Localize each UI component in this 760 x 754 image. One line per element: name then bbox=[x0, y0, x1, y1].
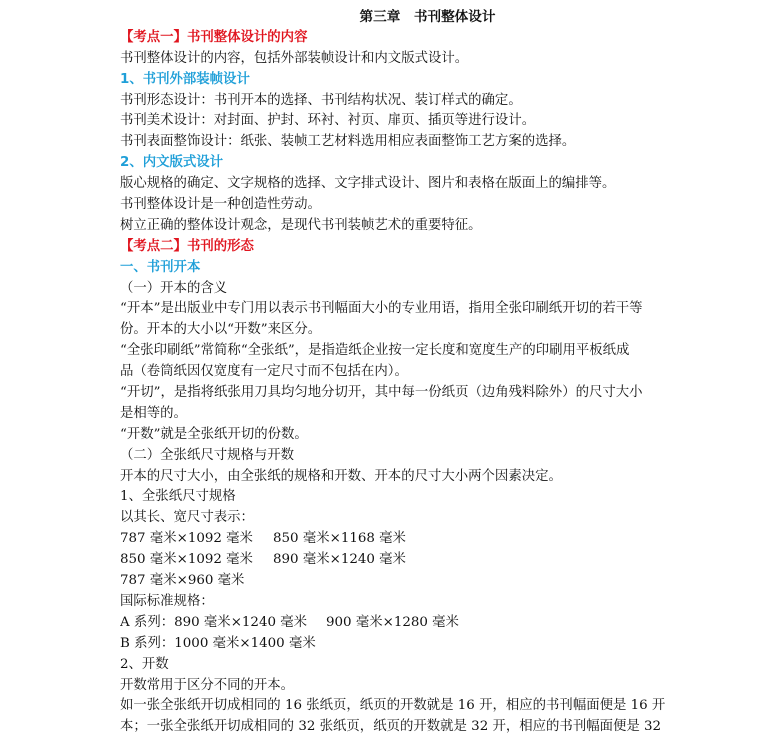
body-text-line: 品（卷筒纸因仅宽度有一定尺寸而不包括在内）。 bbox=[120, 364, 408, 380]
page-title: 第三章 书刊整体设计 bbox=[359, 9, 496, 25]
body-text-line: 书刊形态设计：书刊开本的选择、书刊结构状况、装订样式的确定。 bbox=[120, 92, 522, 108]
body-text-line: 版心规格的确定、文字规格的选择、文字排式设计、图片和表格在版面上的编排等。 bbox=[120, 176, 616, 192]
body-text-line: 书刊美术设计：对封面、护封、环衬、衬页、扉页、插页等进行设计。 bbox=[120, 113, 536, 129]
size-pair-line bbox=[120, 529, 690, 550]
size-value: 850 毫米×1168 毫米 bbox=[273, 531, 406, 547]
size-value: 890 毫米×1240 毫米 bbox=[273, 552, 406, 568]
body-text-line: “开切”，是指将纸张用刀具均匀地分切开，其中每一份纸页（边角残料除外）的尺寸大小 bbox=[120, 385, 643, 401]
body-text-line: 如一张全张纸开切成相同的 16 张纸页，纸页的开数就是 16 开，相应的书刊幅面便是 16 开 bbox=[120, 698, 666, 714]
body-text-line: 787 毫米×960 毫米 bbox=[120, 573, 245, 589]
body-text-line: 书刊表面整饰设计：纸张、装帧工艺材料选用相应表面整饰工艺方案的选择。 bbox=[120, 134, 576, 150]
size-value: 787 毫米×1092 毫米 bbox=[120, 531, 253, 547]
section-heading: 2、内文版式设计 bbox=[120, 155, 224, 171]
body-text-line: “开本”是出版业中专门用以表示书刊幅面大小的专业用语，指用全张印刷纸开切的若干等 bbox=[120, 301, 643, 317]
body-text-line: 以其长、宽尺寸表示： bbox=[120, 510, 254, 526]
exam-point-heading: 【考点一】书刊整体设计的内容 bbox=[120, 29, 308, 45]
body-text-line: 书刊整体设计是一种创造性劳动。 bbox=[120, 197, 321, 213]
size-value: 900 毫米×1280 毫米 bbox=[326, 614, 459, 630]
body-text-line: （二）全张纸尺寸规格与开数 bbox=[120, 447, 295, 463]
body-text-line: 2、开数 bbox=[120, 656, 169, 672]
size-pair-line bbox=[120, 613, 690, 634]
body-text-line: 本；一张全张纸开切成相同的 32 张纸页，纸页的开数就是 32 开，相应的书刊幅面便是 32 bbox=[120, 719, 662, 735]
body-text-line: 树立正确的整体设计观念，是现代书刊装帧艺术的重要特征。 bbox=[120, 217, 482, 233]
body-text-line: 1、全张纸尺寸规格 bbox=[120, 489, 236, 505]
body-text-line: B 系列：1000 毫米×1400 毫米 bbox=[120, 635, 316, 651]
body-text-line: “开数”就是全张纸开切的份数。 bbox=[120, 426, 308, 442]
size-pair-line bbox=[120, 550, 690, 571]
body-text-line: 份。开本的大小以“开数”来区分。 bbox=[120, 322, 322, 338]
body-text-line: 开本的尺寸大小，由全张纸的规格和开数、开本的尺寸大小两个因素决定。 bbox=[120, 468, 562, 484]
body-text-line: 书刊整体设计的内容，包括外部装帧设计和内文版式设计。 bbox=[120, 50, 469, 66]
body-text-line: 是相等的。 bbox=[120, 405, 187, 421]
section-heading: 1、书刊外部装帧设计 bbox=[120, 71, 250, 87]
body-text-line: （一）开本的含义 bbox=[120, 280, 228, 296]
body-text-line: 国际标准规格： bbox=[120, 593, 214, 609]
exam-point-heading: 【考点二】书刊的形态 bbox=[120, 238, 254, 254]
section-heading: 一、书刊开本 bbox=[120, 259, 201, 275]
body-text-line: “全张印刷纸”常简称“全张纸”，是指造纸企业按一定长度和宽度生产的印刷用平板纸成 bbox=[120, 343, 630, 359]
body-text-line: 开数常用于区分不同的开本。 bbox=[120, 677, 295, 693]
document-page bbox=[120, 7, 690, 738]
size-value: 850 毫米×1092 毫米 bbox=[120, 552, 253, 568]
size-value: A 系列：890 毫米×1240 毫米 bbox=[120, 614, 308, 630]
document-body bbox=[120, 28, 690, 738]
